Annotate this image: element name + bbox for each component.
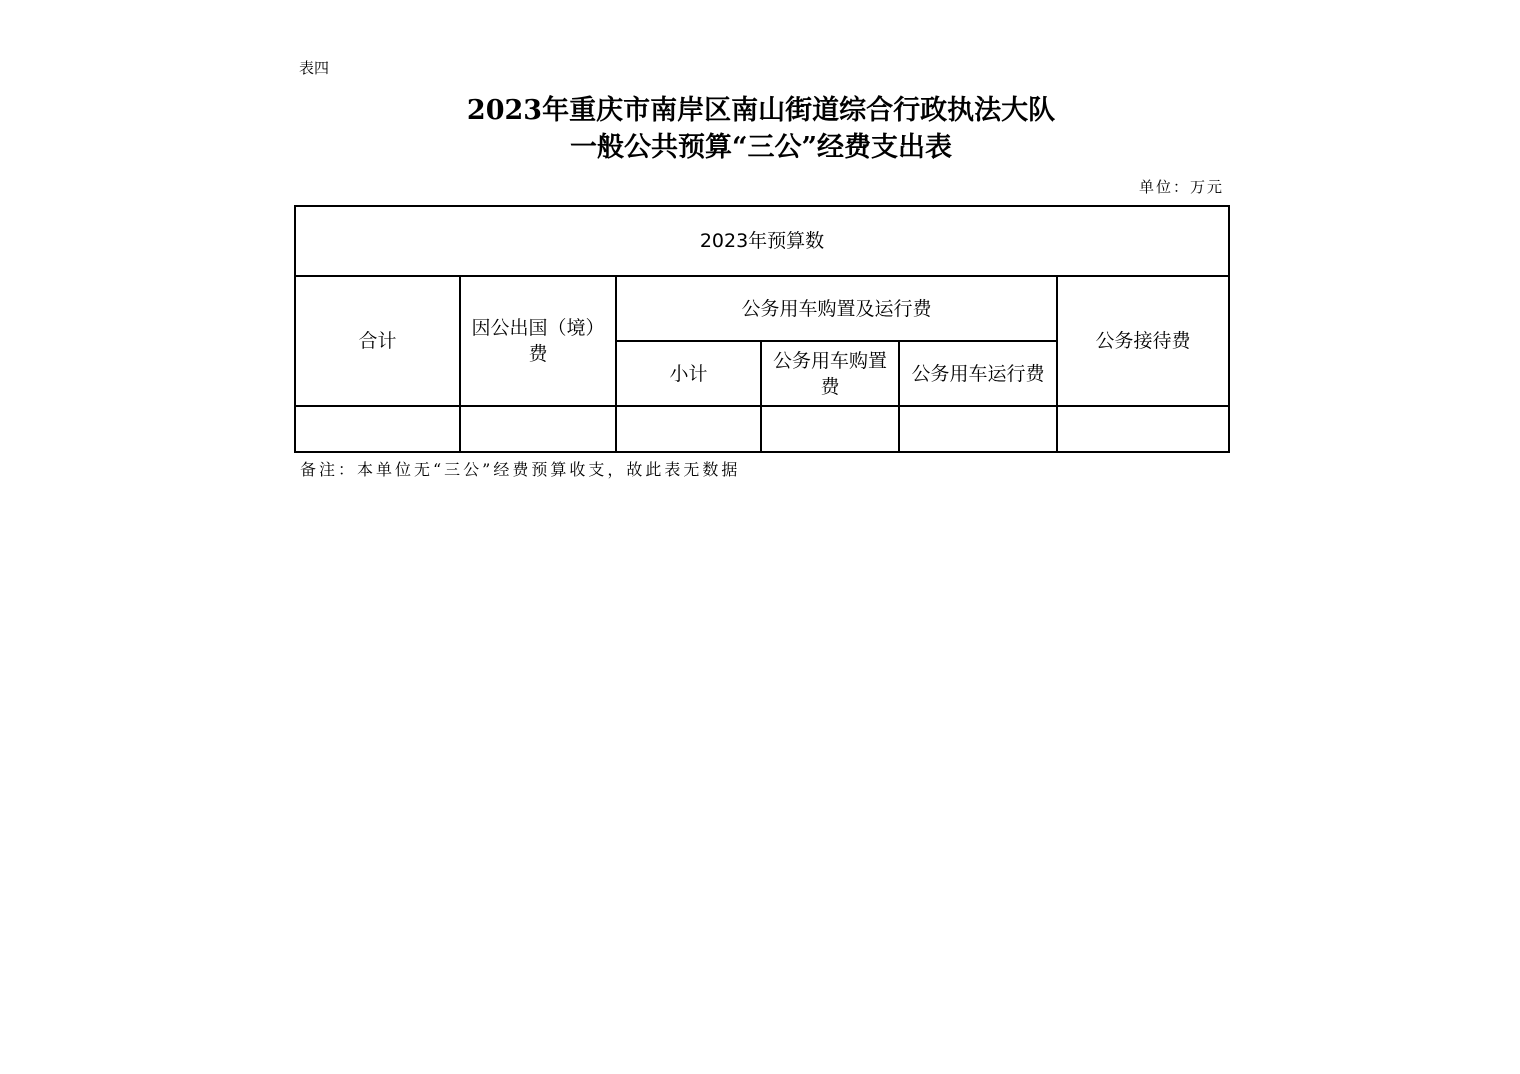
- cell-subtotal: [616, 406, 761, 452]
- header-subtotal: 小计: [616, 341, 761, 406]
- cell-reception-expense: [1057, 406, 1229, 452]
- table-row: [295, 406, 1229, 452]
- cell-total: [295, 406, 460, 452]
- header-abroad-expense: 因公出国（境）费: [460, 276, 616, 406]
- three-public-expenses-table: [294, 205, 1230, 453]
- document-title-line-1: 2023年重庆市南岸区南山街道综合行政执法大队: [466, 95, 1056, 126]
- document-title-line-2: 一般公共预算“三公”经费支出表: [569, 132, 953, 163]
- header-vehicle-operation: 公务用车运行费: [899, 341, 1057, 406]
- unit-label: 单位：万元: [1138, 178, 1224, 196]
- remark-note: 备注：本单位无“三公”经费预算收支，故此表无数据: [300, 460, 741, 479]
- header-vehicle-purchase: 公务用车购置费: [761, 341, 899, 406]
- cell-vehicle-purchase: [761, 406, 899, 452]
- cell-vehicle-operation: [899, 406, 1057, 452]
- header-total: 合计: [295, 276, 460, 406]
- table-number: 表四: [299, 59, 330, 77]
- header-reception-expense: 公务接待费: [1057, 276, 1229, 406]
- cell-abroad-expense: [460, 406, 616, 452]
- header-vehicle-group: 公务用车购置及运行费: [616, 276, 1057, 341]
- header-budget-2023: 2023年预算数: [295, 206, 1229, 276]
